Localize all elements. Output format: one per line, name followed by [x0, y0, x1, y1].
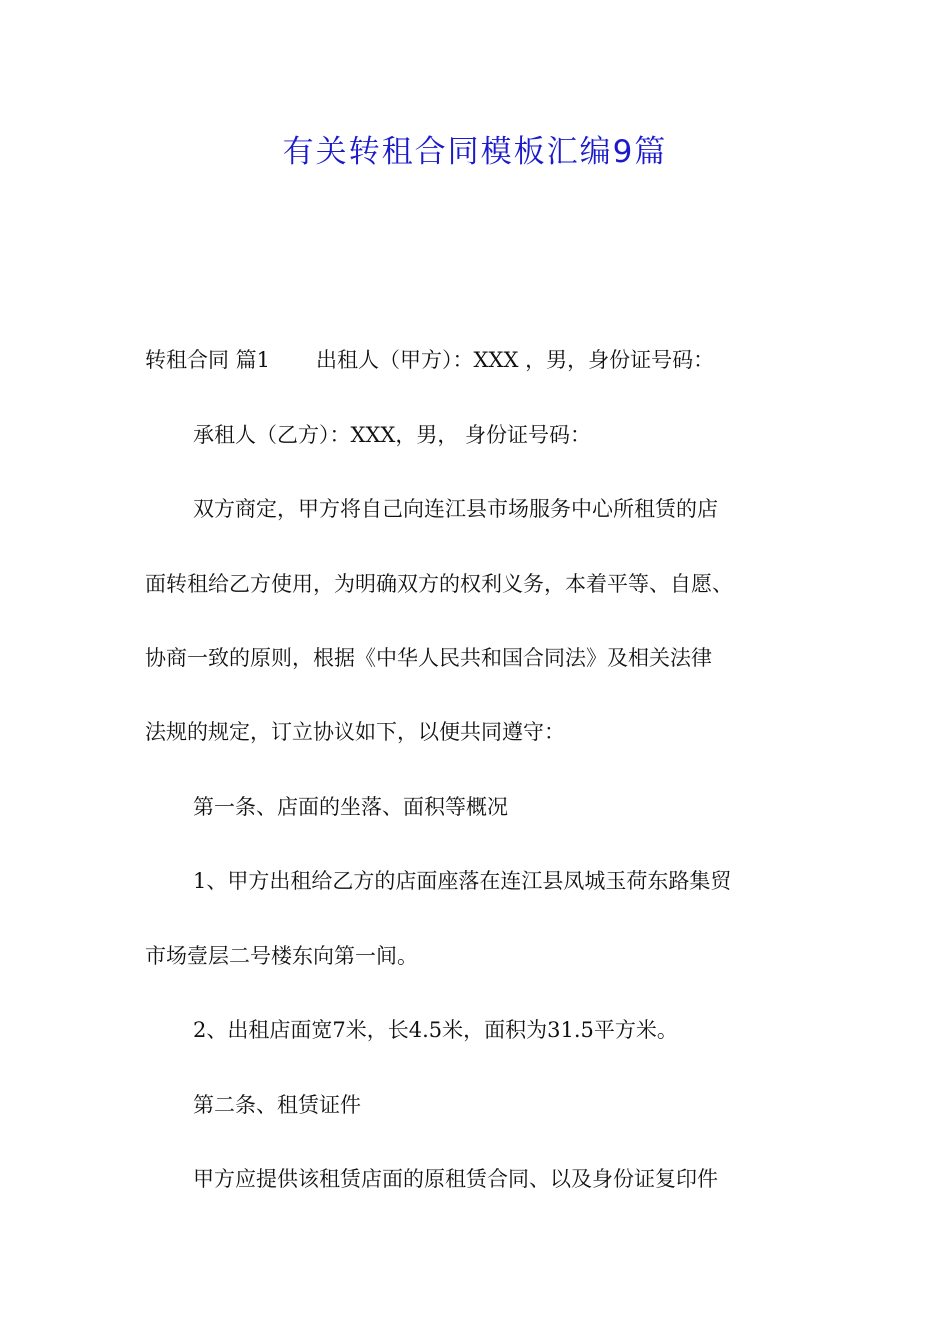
article-heading: 第二条、租赁证件 — [193, 1093, 361, 1117]
paragraph-line: 法规的规定，订立协议如下，以便共同遵守： — [145, 720, 565, 744]
lessor-line: 出租人（甲方）：XXX ，男，身份证号码： — [316, 348, 715, 372]
paragraph-line-1 — [145, 345, 835, 375]
article-heading: 第一条、店面的坐落、面积等概况 — [193, 795, 508, 819]
paragraph-line: 协商一致的原则，根据《中华人民共和国合同法》及相关法律 — [145, 646, 712, 670]
paragraph-line: 市场壹层二号楼东向第一间。 — [145, 944, 418, 968]
paragraph-line: 1、甲方出租给乙方的店面座落在连江县凤城玉荷东路集贸 — [193, 869, 732, 893]
paragraph-line: 2、出租店面宽7米，长4.5米，面积为31.5平方米。 — [193, 1018, 678, 1042]
paragraph-line: 面转租给乙方使用，为明确双方的权利义务，本着平等、自愿、 — [145, 572, 733, 596]
paragraph-line: 甲方应提供该租赁店面的原租赁合同、以及身份证复印件 — [193, 1167, 718, 1191]
paragraph-line: 双方商定，甲方将自己向连江县市场服务中心所租赁的店 — [193, 497, 718, 521]
section-heading: 转租合同 篇1 — [145, 348, 271, 372]
document-title: 有关转租合同模板汇编9篇 — [282, 134, 668, 170]
lessee-line: 承租人（乙方）：XXX，男， 身份证号码： — [193, 423, 592, 447]
